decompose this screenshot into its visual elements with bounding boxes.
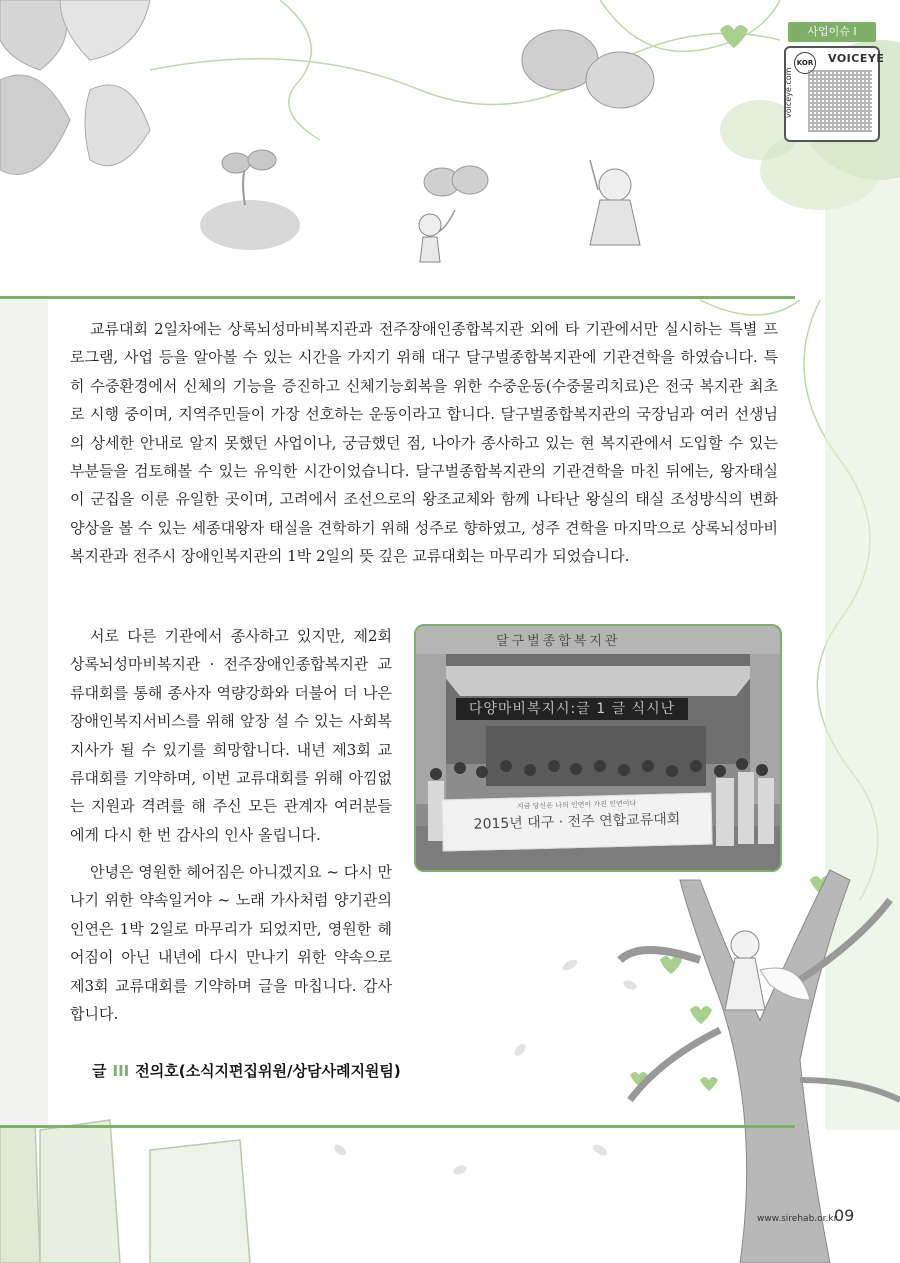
voiceeye-pattern-icon	[808, 70, 872, 132]
page-number: 09	[834, 1206, 855, 1225]
photo-led-sign: 다양마비복지시:글 1 글 식시난	[456, 698, 688, 720]
body-paragraph-2: 서로 다른 기관에서 종사하고 있지만, 제2회 상록뇌성마비복지관 · 전주장애인종합복지관 교류대회를 통해 종사자 역량강화와 더불어 더 나은 장애인복지서비스를 위해 앞장 설 수 있는 사회복지사가 될 수 있기를 희망합니다. 내년 제3회 교류대회를 기약하며, 이번 교류대회를 위해 아낌없는 지원과 격려를 해 주신 모든 관계자 여러분들에게 다시 한 번 감사의 인사 올립니다.	[70, 627, 392, 844]
photo-banner-title: 2015년 대구 · 전주 연합교류대회	[473, 811, 681, 833]
kor-badge: KOR	[794, 52, 816, 74]
sprout-mound	[200, 150, 300, 250]
byline	[92, 1060, 401, 1081]
body-paragraph-1: 교류대회 2일차에는 상록뇌성마비복지관과 전주장애인종합복지관 외에 타 기관에서만 실시하는 특별 프로그램, 사업 등을 알아볼 수 있는 시간을 가지기 위해 대구 달구벌종합복지관에 기관견학을 하였습니다. 특히 수중환경에서 신체의 기능을 증진하고 신체기능회복을 위한 수중운동(수중물리치료)은 전국 복지관 최초로 시행 중이며, 지역주민들이 가장 선호하는 운동이라고 합니다. 달구벌종합복지관의 국장님과 여러 선생님의 상세한 안내로 알지 못했던 사업이나, 궁금했던 점, 나아가 종사하고 있는 현 복지관에서 도입할 수 있는 부분들을 검토해볼 수 있는 유익한 시간이었습니다. 달구벌종합복지관의 기관견학을 마친 뒤에는, 왕자태실이 군집을 이룬 유일한 곳이며, 고려에서 조선으로의 왕조교체와 함께 나타난 왕실의 태실 조성방식의 변화 양상을 볼 수 있는 세종대왕자 태실을 견학하기 위해 성주로 향하였고, 성주 견학을 마지막으로 상록뇌성마비복지관과 전주시 장애인복지관의 1박 2일의 뜻 깊은 교류대회는 마무리가 되었습니다.	[70, 320, 778, 566]
voiceeye-brand: VOICEYE	[828, 52, 885, 65]
byline-separator: III	[112, 1062, 130, 1080]
body-paragraph-3: 안녕은 영원한 헤어짐은 아니겠지요 ~ 다시 만나기 위한 약속일거야 ~ 노래 가사처럼 양기관의 인연은 1박 2일로 마무리가 되었지만, 영원한 헤어짐이 아닌 내년에 다시 만나기 위한 약속으로 제3회 교류대회를 기약하며 글을 마칩니다. 감사합니다.	[70, 863, 392, 1024]
section-tag: 사업이슈 I	[788, 22, 876, 42]
voiceeye-url: voiceye.com	[784, 67, 793, 118]
byline-prefix: 글	[92, 1062, 107, 1080]
footer-url[interactable]: www.sirehab.or.kr	[757, 1214, 838, 1224]
byline-author: 전의호(소식지편집위원/상담사례지원팀)	[135, 1062, 401, 1080]
photo-banner	[441, 792, 712, 851]
bottom-divider	[0, 1125, 795, 1128]
leaf-balloon-kids	[419, 30, 654, 262]
left-gray-panel	[0, 299, 48, 1125]
voiceeye-code[interactable]	[784, 46, 885, 142]
top-left-leaves	[0, 0, 150, 174]
group-photo	[414, 624, 782, 872]
photo-building-sign: 달구벌종합복지관	[496, 634, 621, 649]
top-divider	[0, 296, 795, 299]
photo-banner-subtitle: 지금 당신은 나의 인연이 가진 인연이다	[516, 799, 637, 811]
